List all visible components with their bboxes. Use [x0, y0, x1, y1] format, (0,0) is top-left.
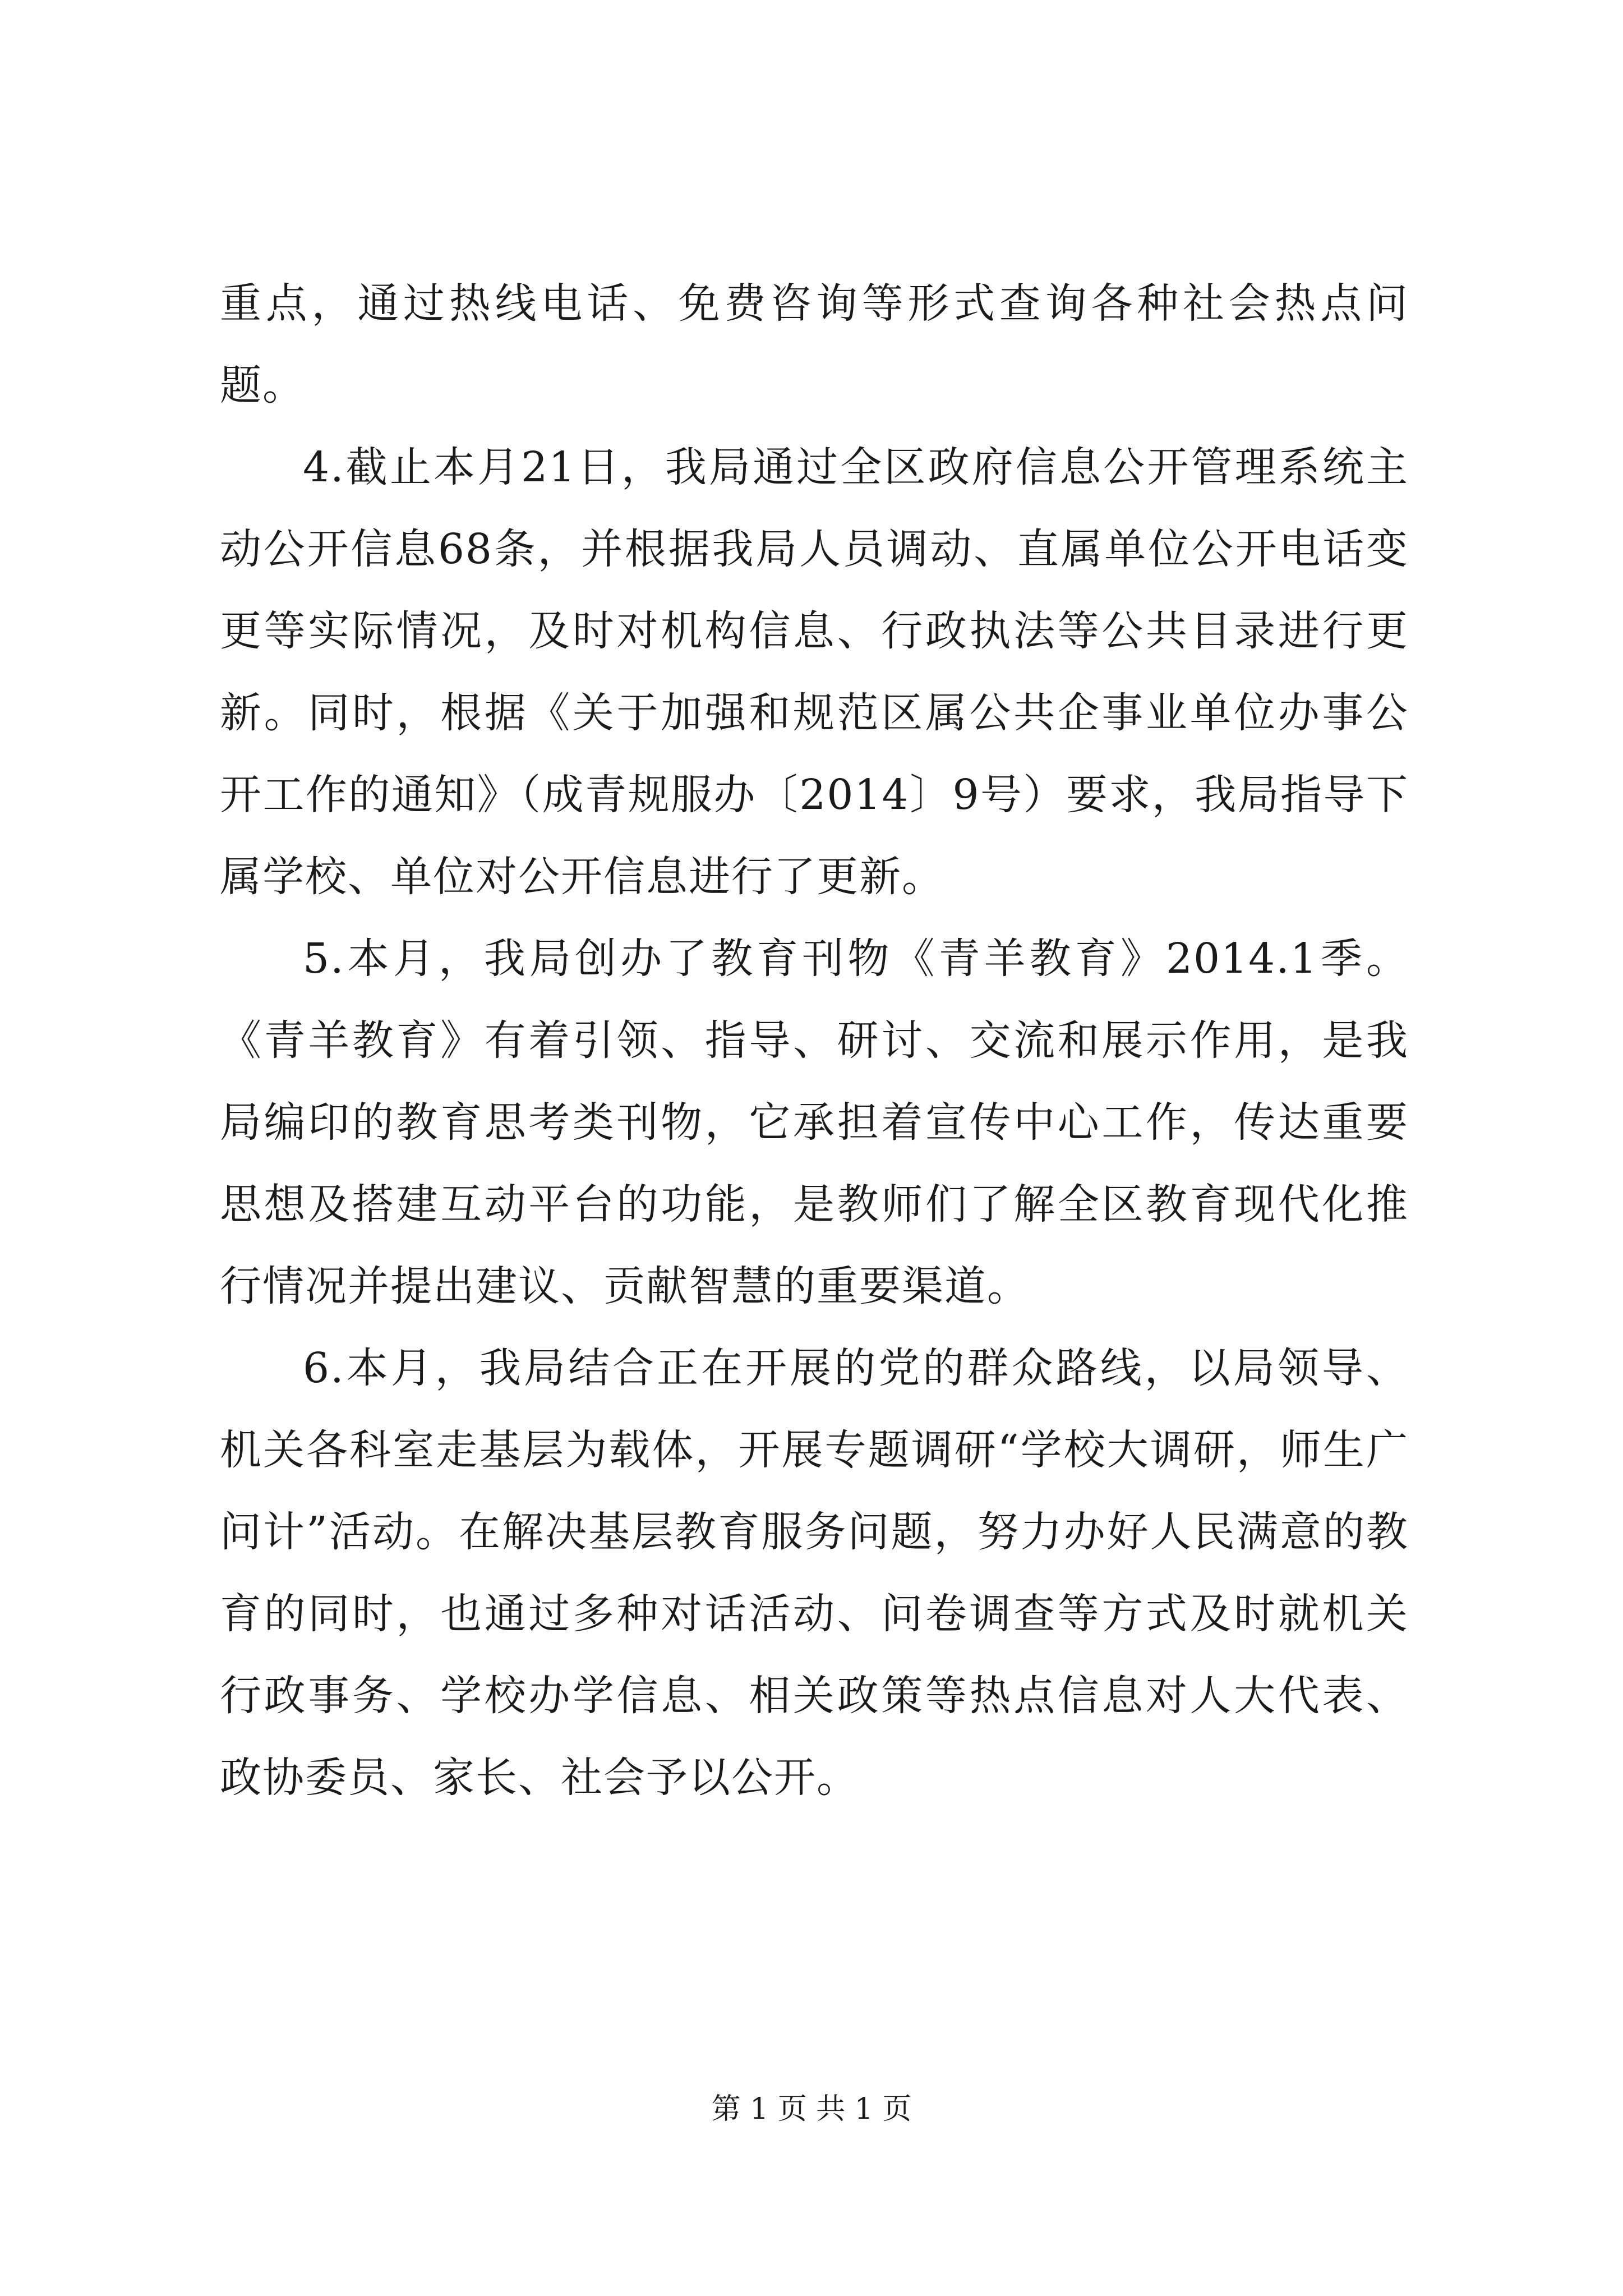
paragraph-item-5: 5.本月，我局创办了教育刊物《青羊教育》2014.1季。《青羊教育》有着引领、指导、研讨、交流和展示作用，是我局编印的教育思考类刊物，它承担着宣传中心工作，传达重要思想及搭建互动平台的功能，是教师们了解全区教育现代化推行情况并提出建议、贡献智慧的重要渠道。 — [220, 935, 1409, 1310]
document-body — [220, 263, 1409, 1819]
paragraph-item-6: 6.本月，我局结合正在开展的党的群众路线，以局领导、机关各科室走基层为载体，开展专题调研“学校大调研，师生广问计”活动。在解决基层教育服务问题，努力办好人民满意的教育的同时，也通过多种对话活动、问卷调查等方式及时就机关行政事务、学校办学信息、相关政策等热点信息对人大代表、政协委员、家长、社会予以公开。 — [220, 1344, 1409, 1802]
paragraph-continuation: 重点，通过热线电话、免费咨询等形式查询各种社会热点问题。 — [220, 279, 1409, 409]
paragraph-item-4: 4.截止本月21日，我局通过全区政府信息公开管理系统主动公开信息68条，并根据我局人员调动、直属单位公开电话变更等实际情况，及时对机构信息、行政执法等公共目录进行更新。同时，根据《关于加强和规范区属公共企事业单位办事公开工作的通知》（成青规服办〔2014〕9号）要求，我局指导下属学校、单位对公开信息进行了更新。 — [220, 443, 1409, 901]
page-number-footer: 第 1 页 共 1 页 — [711, 2092, 912, 2126]
